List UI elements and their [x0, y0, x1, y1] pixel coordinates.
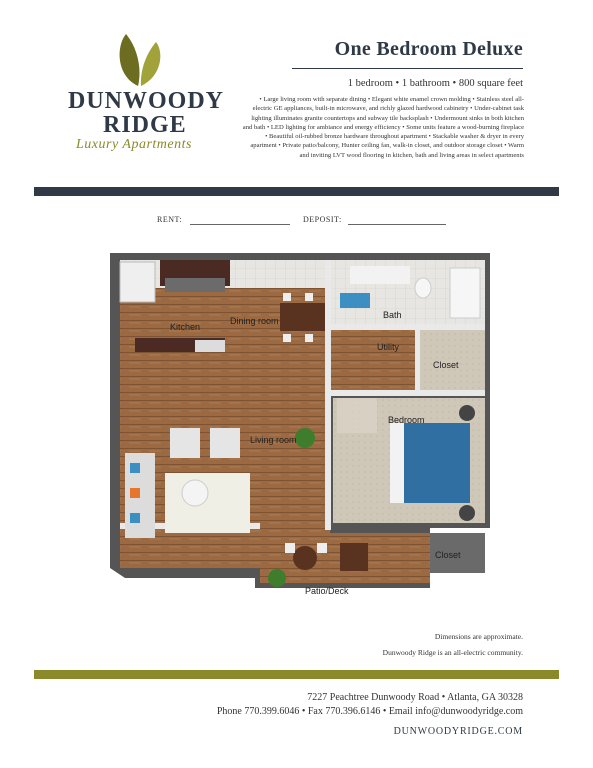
floor-plan — [105, 248, 495, 628]
room-label-patio-closet: Closet — [435, 550, 461, 560]
dimensions-note: Dimensions are approximate. — [434, 632, 523, 641]
rent-label: RENT: — [157, 215, 183, 224]
logo-tagline: Luxury Apartments — [76, 137, 192, 152]
electric-note: Dunwoody Ridge is an all-electric community. — [382, 648, 523, 657]
room-label-dining: Dining room — [230, 316, 279, 326]
footer-contact: Phone 770.399.6046 • Fax 770.396.6146 • Email info@dunwoodyridge.com — [216, 706, 523, 717]
deposit-label: DEPOSIT: — [303, 215, 342, 224]
room-label-patio: Patio/Deck — [305, 586, 349, 596]
unit-description: • Large living room with separate dining • Elegant white enamel crown molding • Stainless steel all-electric GE appliances, built-in microwave, and richly glazed hardwood cabinetry • Under-cabinet task lighting illuminates granite countertops and subway tile backsplash • Undermount sinks in both kitchen and bath • LED lighting for ambiance and energy efficiency • Some units feature a wood-burning fireplace • Beautiful oil-rubbed bronze hardware throughout apartment • Stackable washer & dryer in every apartment • Private patio/balcony, Hunter ceiling fan, walk-in closet, and outdoor storage closet • Warm and inviting LVT wood flooring in kitchen, bath and living areas in select apartments — [242, 96, 524, 159]
room-label-bedroom: Bedroom — [388, 415, 425, 425]
footer-address: 7227 Peachtree Dunwoody Road • Atlanta, GA 30328 — [307, 692, 523, 703]
deposit-field — [348, 224, 446, 225]
top-divider-band — [34, 187, 559, 196]
room-label-utility: Utility — [377, 342, 399, 352]
title-divider — [292, 68, 523, 69]
logo-name-line1: DUNWOODY — [68, 88, 224, 114]
logo-name-line2: RIDGE — [103, 112, 187, 138]
room-label-living: Living room — [250, 435, 297, 445]
room-label-closet: Closet — [433, 360, 459, 370]
room-label-kitchen: Kitchen — [170, 322, 201, 332]
unit-specs: 1 bedroom • 1 bathroom • 800 square feet — [347, 78, 523, 89]
room-label-bath: Bath — [383, 310, 402, 320]
leaf-logo-icon — [110, 30, 170, 90]
footer-website[interactable]: DUNWOODYRIDGE.COM — [393, 726, 523, 737]
bottom-divider-band — [34, 670, 559, 679]
rent-field — [190, 224, 290, 225]
page-title: One Bedroom Deluxe — [334, 38, 523, 60]
